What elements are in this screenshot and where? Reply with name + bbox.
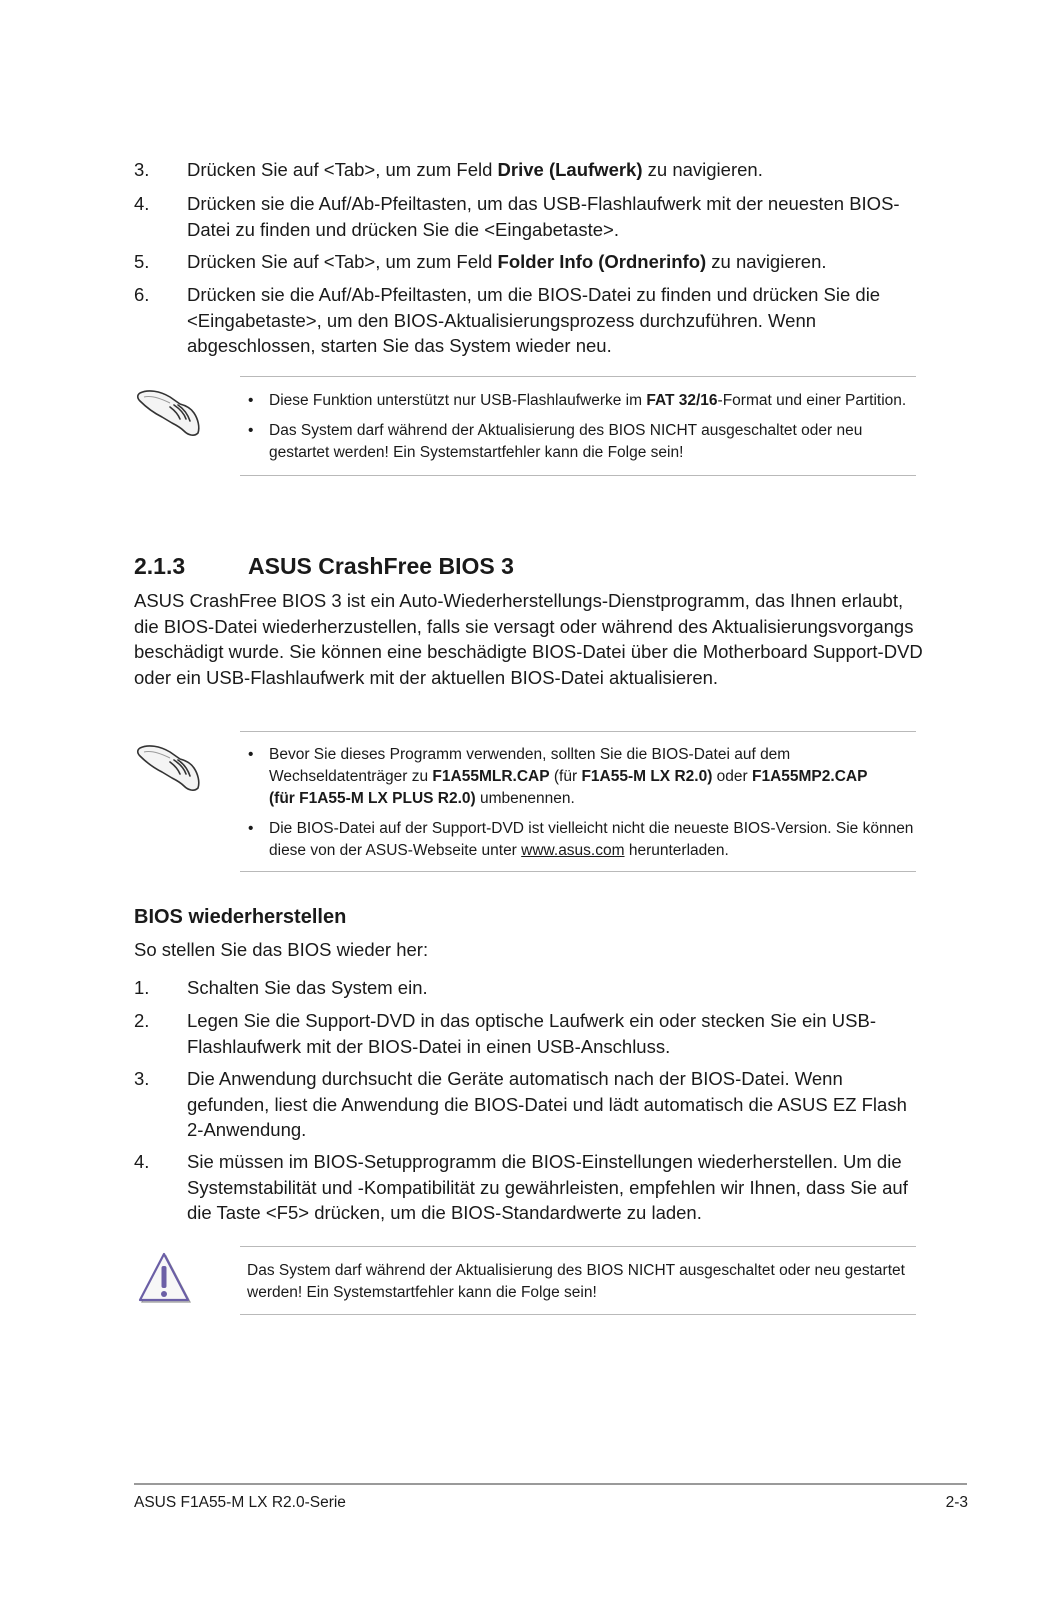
hand-pointing-icon <box>134 383 206 444</box>
note-bullet: • Diese Funktion unterstützt nur USB-Flashlaufwerke im FAT 32/16-Format und einer Partition. <box>248 392 907 409</box>
subsection-intro: So stellen Sie das BIOS wieder her: <box>134 939 429 960</box>
footer-product: ASUS F1A55-M LX R2.0-Serie <box>134 1494 346 1511</box>
note-box <box>240 731 916 872</box>
document-page: 3. Drücken Sie auf <Tab>, um zum Feld Drive (Laufwerk) zu navigieren. 4. Drücken sie die Auf/Ab-Pfeiltasten, um das USB-Flashlaufwerk mit der neuesten BIOS-Datei zu finden und drücken Sie die <Eingabetaste>. 5. Drücken Sie auf <Tab>, um zum Feld Folder Info (Ordnerinfo) zu navigieren. 6. Drücken sie die Auf/Ab-Pfeiltasten, um die BIOS-Datei zu finden und drücken Sie die <Eingabetaste>, um den BIOS-Aktualisierungsprozess durchzuführen. Wenn abgeschlossen, starten Sie das System wieder neu. • Diese Funktion unterstützt nur USB-Flashlaufwerke im FAT 32/16-Format und einer Partition. • Das System darf während der Aktualisierung des BIOS NICHT ausgeschaltet oder neu gestartet werden! Ein Systemstartfehler kann die Folge sein! 2.1.3 ASUS CrashFree BIOS 3 ASUS CrashFree BIOS 3 ist ein Auto-Wiederherstellungs-Dienstprogramm, das Ihnen erlaubt, die BIOS-Datei wiederherzustellen, falls sie versagt oder während des Aktualisierungsvorgangs beschädigt wurde. Sie können eine beschädigte BIOS-Datei über die Motherboard Support-DVD oder ein USB-Flashlaufwerk mit der aktuellen BIOS-Datei aktualisieren. • Bevor Sie dieses Programm verwenden, sollten Sie die BIOS-Datei auf dem Wechseldatenträger zu F1A55MLR.CAP (für F1A55-M LX R2.0) oder F1A55MP2.CAP (für F1A55-M LX PLUS R2.0) umbenennen. • Die BIOS-Datei auf der Support-DVD ist vielleicht nicht die neueste BIOS-Version. Sie können diese von der ASUS-Webseite unter www.asus.com herunterladen. BIOS wiederherstellen So stellen Sie das BIOS wieder her: 1. Schalten Sie das System ein. 2. Legen Sie die Support-DVD in das optische Laufwerk ein oder stecken Sie ein USB-Flashlaufwerk mit der BIOS-Datei in einen USB-Anschluss. 3. Die Anwendung durchsucht die Geräte automatisch nach der BIOS-Datei. Wenn gefunden, liest die Anwendung die BIOS-Datei und lädt automatisch die ASUS EZ Flash 2-Anwendung. 4. Sie müssen im BIOS-Setupprogramm die BIOS-Einstellungen wiederherstellen. Um die Systemstabilität und -Kompatibilität zu gewährleisten, empfehlen wir Ihnen, dass Sie auf die Taste <F5> drücken, um die BIOS-Standardwerte zu laden. Das System darf während der Aktualisierung des BIOS NICHT ausgeschaltet oder neu gestartet werden! Ein Systemstartfehler kann die Folge sein! ASUS F1A55-M LX R2.0-Serie 2-3 <box>134 159 968 1511</box>
footer-divider <box>134 1483 967 1485</box>
subsection-heading: BIOS wiederherstellen <box>134 906 347 928</box>
hand-pointing-icon <box>134 738 206 799</box>
warning-text: Das System darf während der Aktualisierung des BIOS NICHT ausgeschaltet oder neu gestartet werden! Ein Systemstartfehler kann die Folge sein! <box>247 1262 905 1301</box>
warning-triangle-icon <box>136 1250 192 1311</box>
note-bullet: • Bevor Sie dieses Programm verwenden, sollten Sie die BIOS-Datei auf dem Wechseldatenträger zu F1A55MLR.CAP (für F1A55-M LX R2.0) oder F1A55MP2.CAP (für F1A55-M LX PLUS R2.0) umbenennen. <box>248 746 868 807</box>
footer-page-number: 2-3 <box>945 1494 968 1511</box>
section-intro: ASUS CrashFree BIOS 3 ist ein Auto-Wiederherstellungs-Dienstprogramm, das Ihnen erlaubt, die BIOS-Datei wiederherzustellen, falls sie versagt oder während des Aktualisierungsvorgangs beschädigt wurde. Sie können eine beschädigte BIOS-Datei über die Motherboard Support-DVD oder ein USB-Flashlaufwerk mit der aktuellen BIOS-Datei aktualisieren. <box>134 590 923 688</box>
note-bullet: • Das System darf während der Aktualisierung des BIOS NICHT ausgeschaltet oder neu gestartet werden! Ein Systemstartfehler kann die Folge sein! <box>248 422 863 461</box>
section-heading: 2.1.3 ASUS CrashFree BIOS 3 <box>134 553 514 579</box>
warning-box <box>240 1246 916 1315</box>
note-box <box>240 376 916 476</box>
note-bullet: • Die BIOS-Datei auf der Support-DVD ist vielleicht nicht die neueste BIOS-Version. Sie können diese von der ASUS-Webseite unter www.asus.com herunterladen. <box>248 820 914 859</box>
asus-website-link[interactable]: www.asus.com <box>521 842 625 859</box>
